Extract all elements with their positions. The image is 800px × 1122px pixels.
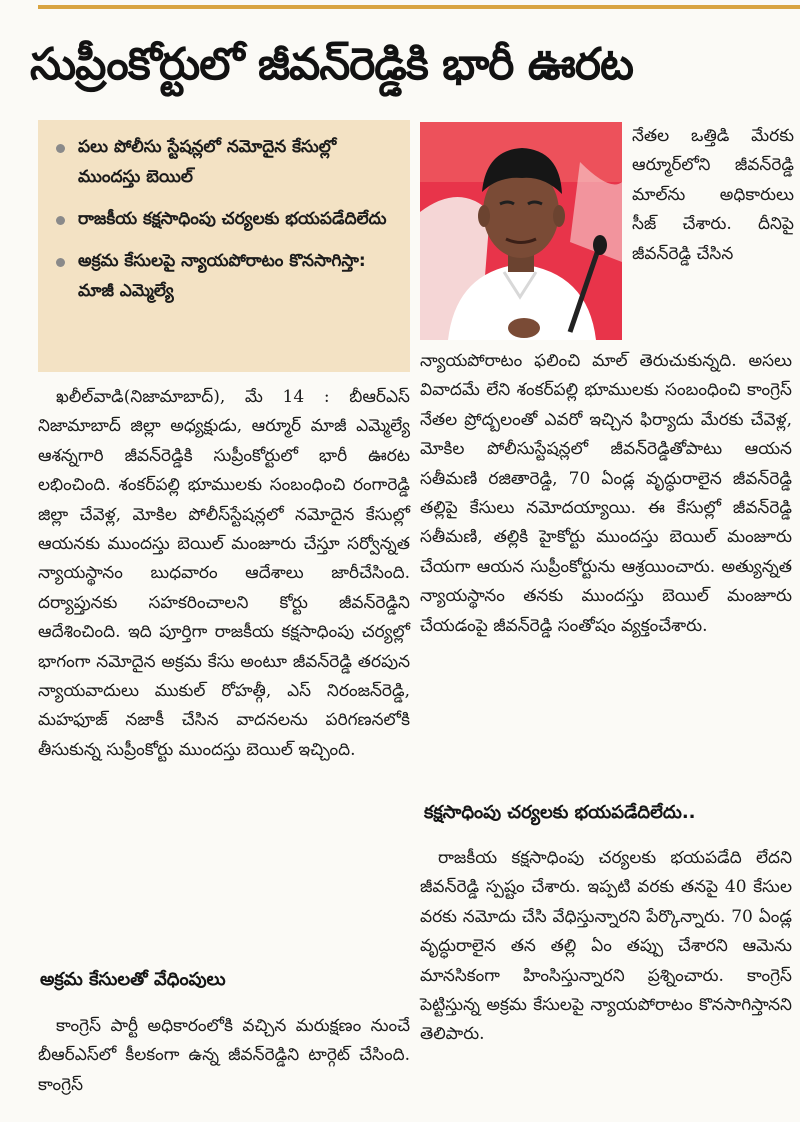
top-accent-rule [38,5,800,9]
highlights-list [38,120,410,306]
highlight-text: పలు పోలీసు స్టేషన్లలో నమోదైన కేసుల్లో ముందస్తు బెయిల్ [78,137,337,187]
bullet-icon [56,144,65,153]
highlights-box [38,120,410,372]
article-body-right-2: రాజకీయ కక్షసాధింపు చర్యలకు భయపడేది లేదని జీవన్‌రెడ్డి స్పష్టం చేశారు. ఇప్పటి వరకు తనపై 40 కేసుల వరకు నమోదు చేసి వేధిస్తున్నారని పేర్కొన్నారు. 70 ఏండ్ల వృద్ధురాలైన తన తల్లి ఏం తప్పు చేశారని ఆమెను మానసికంగా హింసిస్తున్నారని ప్రశ్నించారు. కాంగ్రెస్ పెట్టిస్తున్న అక్రమ కేసులపై న్యాయపోరాటం కొనసాగిస్తానని తెలిపారు. [420,848,792,1045]
subheading-left: అక్రమ కేసులతో వేధింపులు [40,969,226,990]
highlight-item [54,246,400,306]
highlight-item [54,204,400,234]
subheading-right: కక్షసాధింపు చర్యలకు భయపడేదిలేదు.. [424,802,696,823]
politician-photo [420,122,622,340]
article-body-left-2: కాంగ్రెస్ పార్టీ అధికారంలోకి వచ్చిన మరుక్షణం నుంచే బీఆర్‌ఎస్‌లో కీలకంగా ఉన్న జీవన్‌రెడ్డిని టార్గెట్ చేసింది. కాంగ్రెస్ [38,1016,410,1095]
article-headline: సుప్రీంకోర్టులో జీవన్‌రెడ్డికి భారీ ఊరట [30,39,633,90]
bullet-icon [56,258,65,267]
article-body-right-mid: న్యాయపోరాటం ఫలించి మాల్ తెరుచుకున్నది. అసలు వివాదమే లేని శంకర్‌పల్లి భూములకు సంబంధించి కాంగ్రెస్ నేతల ప్రోద్బలంతో ఎవరో ఇచ్చిన ఫిర్యాదు మేరకు చేవెళ్ల, మోకిల పోలీసుస్టేషన్లలో జీవన్‌రెడ్డితోపాటు ఆయన సతీమణి రజితారెడ్డి, 70 ఏండ్ల వృద్ధురాలైన జీవన్‌రెడ్డి తల్లిపై కేసులు నమోదయ్యాయి. ఈ కేసుల్లో జీవన్‌రెడ్డి సతీమణి, తల్లికి హైకోర్టు ముందస్తు బెయిల్ మంజూరు చేయగా ఆయన సుప్రీంకోర్టును ఆశ్రయించారు. అత్యున్నత న్యాయస్థానం తనకు ముందస్తు బెయిల్ మంజూరు చేయడంపై జీవన్‌రెడ్డి సంతోషం వ్యక్తంచేశారు. [420,351,792,636]
bullet-icon [56,216,65,225]
speaker-illustration [420,122,622,340]
highlight-text: రాజకీయ కక్షసాధింపు చర్యలకు భయపడేదిలేదు [78,209,387,229]
article-body-right-top: నేతల ఒత్తిడి మేరకు ఆర్మూర్‌లోని జీవన్‌రెడ్డి మాల్‌ను అధికారులు సీజ్ చేశారు. దీనిపై జీవన్‌రెడ్డి చేసిన [632,126,794,264]
highlight-text: అక్రమ కేసులపై న్యాయపోరాటం కొనసాగిస్తా: మాజీ ఎమ్మెల్యే [78,251,366,301]
article-body-left: ఖలీల్‌వాడి(నిజామాబాద్), మే 14 : బీఆర్‌ఎస్ నిజామాబాద్ జిల్లా అధ్యక్షుడు, ఆర్మూర్ మాజీ ఎమ్మెల్యే ఆశన్నగారి జీవన్‌రెడ్డికి సుప్రీంకోర్టులో భారీ ఊరట లభించింది. శంకర్‌పల్లి భూములకు సంబంధించి రంగారెడ్డి జిల్లా చేవెళ్ల, మోకిల పోలీస్‌స్టేషన్లలో నమోదైన కేసుల్లో ఆయనకు ముందస్తు బెయిల్ మంజూరు చేస్తూ సర్వోన్నత న్యాయస్థానం బుధవారం ఆదేశాలు జారీచేసింది. దర్యాప్తునకు సహకరించాలని కోర్టు జీవన్‌రెడ్డిని ఆదేశించింది. ఇది పూర్తిగా రాజకీయ కక్షసాధింపు చర్యల్లో భాగంగా నమోదైన అక్రమ కేసు అంటూ జీవన్‌రెడ్డి తరపున న్యాయవాదులు ముకుల్ రోహత్గీ, ఎస్ నిరంజన్‌రెడ్డి, మహఫూజ్ నజాకీ చేసిన వాదనలను పరిగణనలోకి తీసుకున్న సుప్రీంకోర్టు ముందస్తు బెయిల్ ఇచ్చింది. [38,387,410,760]
highlight-item [54,132,400,192]
